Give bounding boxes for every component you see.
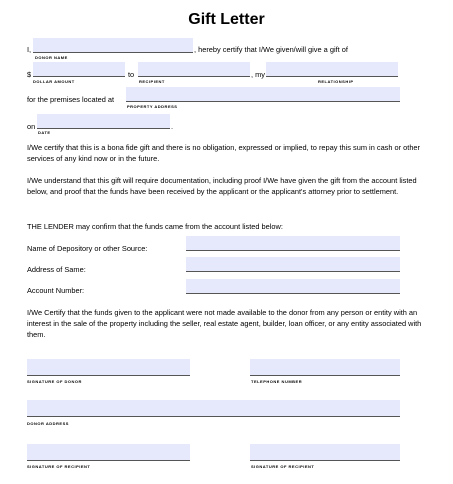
account-number-label: Account Number:: [27, 286, 85, 295]
telephone-field[interactable]: [250, 359, 400, 376]
date-field[interactable]: [37, 114, 170, 129]
lender-paragraph: THE LENDER may confirm that the funds came from the account listed below:: [27, 222, 283, 231]
address-of-same-field[interactable]: [186, 257, 400, 272]
dollar-sign: $: [27, 70, 32, 79]
certify-paragraph: I/We Certify that the funds given to the applicant were not made available to the donor from any person or entity with an interest in the sale of the property including the seller, real estate agent, builder, loan officer, or any entity associated with them.: [27, 308, 422, 340]
property-address-field[interactable]: [126, 87, 400, 102]
date-period: .: [171, 122, 174, 131]
my-label: , my: [251, 70, 265, 79]
line1-text: , hereby certify that I/We given/will give a gift of: [194, 45, 348, 54]
donor-signature-caption: SIGNATURE OF DONOR: [27, 379, 82, 384]
documentation-paragraph: I/We understand that this gift will require documentation, including proof I/We have given the gift from the account listed below, and proof that the funds have been received by the applicant or the applicant's attorney prior to settlement.: [27, 176, 417, 197]
recipient-signature-caption-2: SIGNATURE OF RECIPIENT: [251, 464, 315, 469]
recipient-signature-field-1[interactable]: [27, 444, 190, 461]
account-number-field[interactable]: [186, 279, 400, 294]
depository-label: Name of Depository or other Source:: [27, 244, 148, 253]
telephone-caption: TELEPHONE NUMBER: [251, 379, 303, 384]
donor-signature-field[interactable]: [27, 359, 190, 376]
date-caption: DATE: [38, 130, 51, 135]
donor-name-caption: DONOR NAME: [35, 55, 68, 60]
recipient-field[interactable]: [138, 62, 250, 77]
recipient-caption: RECIPIENT: [139, 79, 165, 84]
premises-label: for the premises located at: [27, 95, 115, 104]
dollar-amount-field[interactable]: [33, 62, 125, 77]
donor-address-field[interactable]: [27, 400, 400, 417]
relationship-caption: RELATIONSHIP: [318, 79, 354, 84]
depository-field[interactable]: [186, 236, 400, 251]
donor-address-caption: DONOR ADDRESS: [27, 421, 69, 426]
dollar-amount-caption: DOLLAR AMOUNT: [33, 79, 75, 84]
donor-name-field[interactable]: [33, 38, 193, 53]
page-title: Gift Letter: [188, 11, 265, 28]
property-address-caption: PROPERTY ADDRESS: [127, 104, 178, 109]
line1-prefix: I,: [27, 45, 32, 54]
on-label: on: [27, 122, 36, 131]
bona-fide-paragraph: I/We certify that this is a bona fide gift and there is no obligation, expressed or implied, to repay this sum in cash or other services of any kind now or in the future.: [27, 143, 421, 164]
recipient-signature-caption-1: SIGNATURE OF RECIPIENT: [27, 464, 91, 469]
to-label: to: [128, 70, 135, 79]
recipient-signature-field-2[interactable]: [250, 444, 400, 461]
address-of-same-label: Address of Same:: [27, 265, 86, 274]
relationship-field[interactable]: [266, 62, 398, 77]
